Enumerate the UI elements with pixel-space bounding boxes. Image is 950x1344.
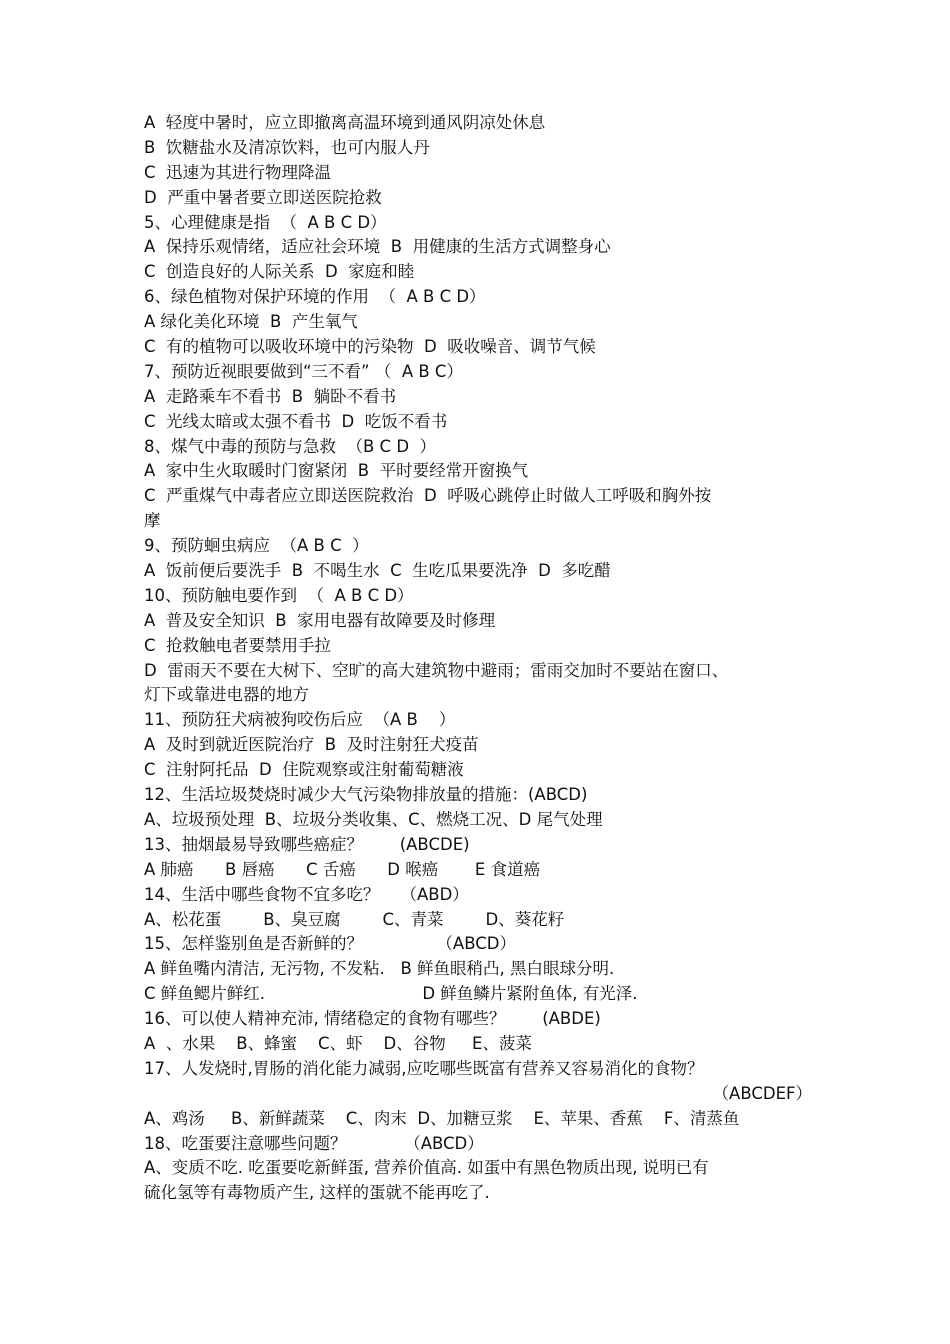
text-line: A 轻度中暑时，应立即撤离高温环境到通风阴凉处休息 — [144, 113, 546, 132]
text-line: A 及时到就近医院治疗 B 及时注射狂犬疫苗 — [144, 735, 479, 755]
text-line: 摩 — [144, 511, 161, 531]
question-heading: 6、绿色植物对保护环境的作用 （ A B C D） — [144, 287, 486, 307]
text-line: A 饭前便后要洗手 B 不喝生水 C 生吃瓜果要洗净 D 多吃醋 — [144, 561, 611, 581]
question-heading: 5、心理健康是指 （ A B C D） — [144, 212, 387, 232]
text-line: A 保持乐观情绪，适应社会环境 B 用健康的生活方式调整身心 — [144, 237, 611, 257]
text-line: C 鲜鱼鳃片鲜红. D 鲜鱼鳞片紧附鱼体, 有光泽. — [144, 984, 638, 1004]
text-line: A 绿化美化环境 B 产生氧气 — [144, 312, 358, 332]
text-line: A 鲜鱼嘴内清洁, 无污物, 不发粘. B 鲜鱼眼稍凸, 黑白眼球分明. — [144, 959, 615, 979]
question-heading: 7、预防近视眼要做到“三不看” （ A B C） — [144, 361, 463, 381]
question-heading: 11、预防狂犬病被狗咬伤后应 （A B ） — [144, 710, 456, 730]
text-line: 灯下或靠进电器的地方 — [144, 685, 309, 705]
question-heading: 14、生活中哪些食物不宜多吃？ （ABD） — [144, 884, 469, 904]
text-line: 硫化氢等有毒物质产生, 这样的蛋就不能再吃了. — [144, 1183, 490, 1203]
question-heading: 10、预防触电要作到 （ A B C D） — [144, 585, 414, 605]
answer-key: （ABCDEF） — [712, 1083, 812, 1103]
text-line: C 创造良好的人际关系 D 家庭和睦 — [144, 262, 415, 282]
question-heading: 12、生活垃圾焚烧时减少大气污染物排放量的措施：(ABCD) — [144, 785, 588, 805]
text-line: A 普及安全知识 B 家用电器有故障要及时修理 — [144, 610, 496, 630]
text-line: C 光线太暗或太强不看书 D 吃饭不看书 — [144, 411, 448, 431]
question-heading: 8、煤气中毒的预防与急救 （B C D ） — [144, 436, 437, 456]
text-line: A、鸡汤 B、新鲜蔬菜 C、肉末 D、加糖豆浆 E、苹果、香蕉 F、清蒸鱼 — [144, 1108, 740, 1128]
text-line: B 饮糖盐水及清凉饮料，也可内服人丹 — [144, 137, 430, 157]
question-heading: 15、怎样鉴别鱼是否新鲜的？ （ABCD） — [144, 934, 516, 954]
text-line: A 家中生火取暖时门窗紧闭 B 平时要经常开窗换气 — [144, 461, 529, 481]
question-heading: 17、人发烧时,胃肠的消化能力减弱,应吃哪些既富有营养又容易消化的食物？ — [144, 1058, 704, 1078]
text-line: A 走路乘车不看书 B 躺卧不看书 — [144, 386, 397, 406]
text-line: A、垃圾预处理 B、垃圾分类收集、C、燃烧工况、D 尾气处理 — [144, 809, 603, 829]
question-heading: 16、可以使人精神充沛, 情绪稳定的食物有哪些？ (ABDE) — [144, 1009, 601, 1029]
text-line: D 雷雨天不要在大树下、空旷的高大建筑物中避雨；雷雨交加时不要站在窗口、 — [144, 660, 729, 680]
text-line: C 注射阿托品 D 住院观察或注射葡萄糖液 — [144, 760, 464, 780]
text-line: A 肺癌 B 唇癌 C 舌癌 D 喉癌 E 食道癌 — [144, 859, 541, 879]
text-line: A 、水果 B、蜂蜜 C、虾 D、谷物 E、菠菜 — [144, 1033, 532, 1053]
text-line: C 抢救触电者要禁用手拉 — [144, 635, 332, 655]
text-line: A、变质不吃. 吃蛋要吃新鲜蛋, 营养价值高. 如蛋中有黑色物质出现, 说明已有 — [144, 1158, 709, 1178]
text-line: C 严重煤气中毒者应立即送医院救治 D 呼吸心跳停止时做人工呼吸和胸外按 — [144, 486, 712, 506]
text-line: C 迅速为其进行物理降温 — [144, 162, 332, 182]
question-heading: 18、吃蛋要注意哪些问题？ （ABCD） — [144, 1133, 484, 1153]
question-list — [144, 111, 812, 1206]
question-heading: 9、预防蛔虫病应 （A B C ） — [144, 536, 369, 556]
text-line: C 有的植物可以吸收环境中的污染物 D 吸收噪音、调节气候 — [144, 337, 596, 357]
text-line: D 严重中暑者要立即送医院抢救 — [144, 187, 382, 207]
question-heading: 13、抽烟最易导致哪些癌症？ (ABCDE) — [144, 834, 470, 854]
text-line: A、松花蛋 B、臭豆腐 C、青菜 D、葵花籽 — [144, 909, 565, 929]
